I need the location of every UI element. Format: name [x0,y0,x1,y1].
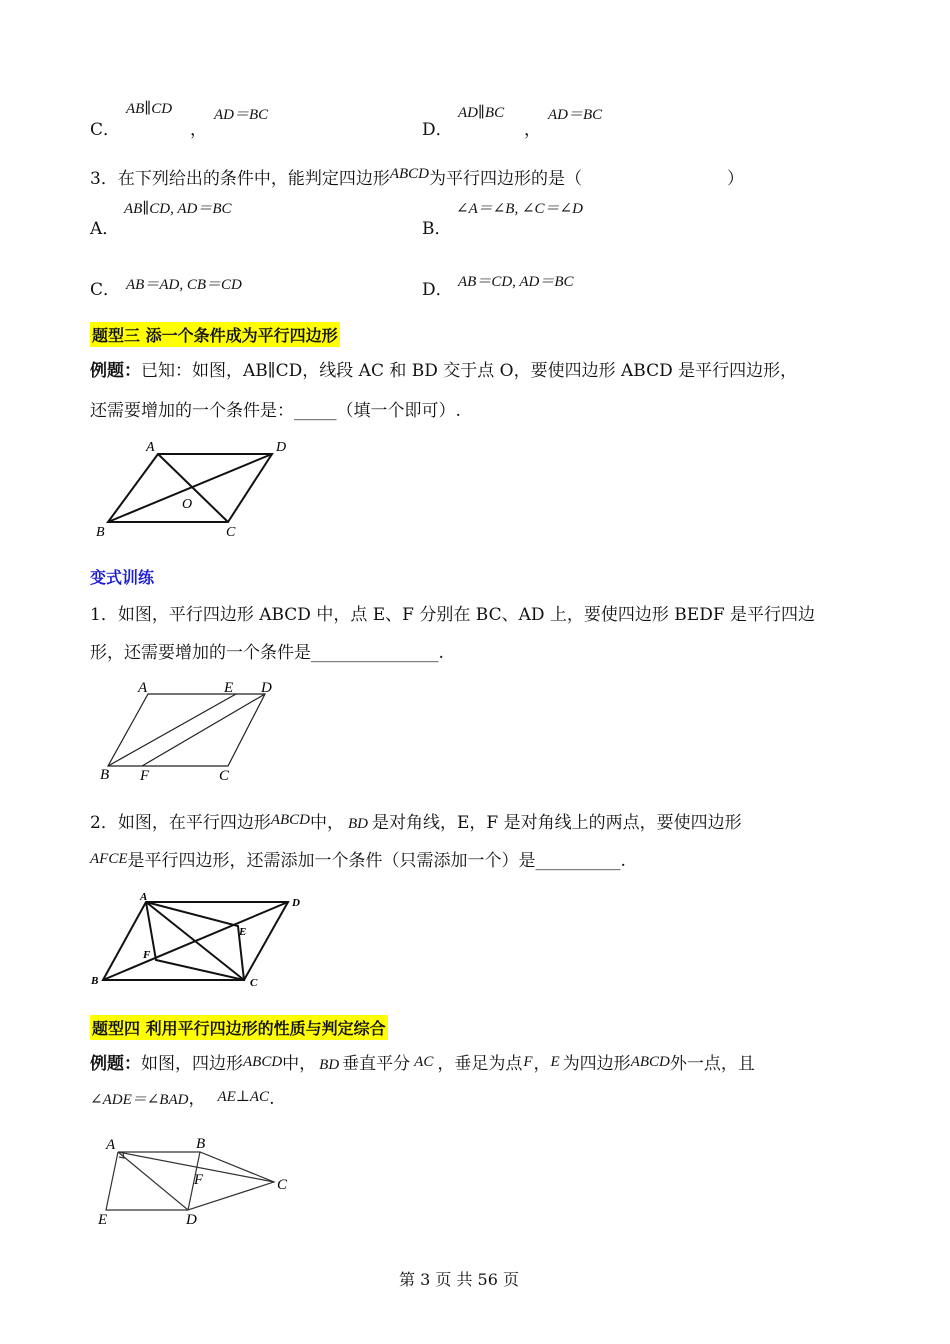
variant-p1-line2: 形，还需要增加的一个条件是_______________. [90,643,444,663]
variant-p2-text2: 中， [310,813,344,833]
q3-text2: 为平行四边形的是（ [429,169,582,189]
section-4-math5: E [550,1054,560,1070]
variant-p2-line2 [90,846,626,871]
option-d-label: D． [422,120,453,140]
section-4-title: 题型四 利用平行四边形的性质与判定综合 [90,1015,388,1040]
fig4-segment-ae-ed [106,1152,188,1210]
fig1-label-a: A [146,440,155,455]
option-c-math2: AD＝BC [214,107,269,123]
fig1-label-b: B [96,525,105,540]
fig2-label-c: C [219,768,230,784]
section-4-math8: AE⊥AC [217,1089,270,1105]
option-d-math1: AD∥BC [458,105,505,121]
fig3-label-f: F [143,949,151,961]
variant-p2-math3: AFCE [90,851,128,867]
variant-p1-line1: 1．如图，平行四边形 ABCD 中，点 E、F 分别在 BC、AD 上，要使四边形 BEDF 是平行四边 [90,605,816,625]
q3-option-b-label: B． [422,219,452,239]
section-4-text1: 如图，四边形 [141,1054,243,1074]
fig4-label-e: E [98,1212,108,1228]
section-3-example-text1: 已知：如图，AB∥CD，线段 AC 和 BD 交于点 O，要使四边形 ABCD 是平行四边形， [141,361,798,381]
section-4-text7: 外一点，且 [669,1054,755,1074]
section-4-math3: AC [414,1054,434,1070]
fig4-label-a: A [106,1137,116,1153]
fig2-label-a: A [138,680,148,696]
fig2-label-f: F [140,768,150,784]
q3-math: ABCD [389,166,429,182]
fig3-label-c: C [250,977,258,989]
section-4-text4: ，垂足为点 [437,1054,523,1074]
fig1-label-d: D [276,440,287,455]
fig2-segment-be [108,694,236,766]
fig1-label-o: O [182,497,193,512]
section-4-text2: 中， [282,1054,317,1074]
fig2-label-e: E [224,680,234,696]
section-4-text8: ， [188,1089,206,1109]
section-3-example-line1 [90,356,797,381]
section-4-text9: . [269,1089,275,1109]
option-c-comma: ， [190,120,207,140]
section-3-example-line2: 还需要增加的一个条件是：_____（填一个即可）. [90,401,461,421]
section-4-example-label: 例题： [90,1054,141,1074]
figure-parallelogram-afce [88,888,313,994]
q3-option-c-label: C． [90,280,121,300]
variant-p2-text1: 2．如图，在平行四边形 [90,813,271,833]
figure-parallelogram-bedf [90,676,290,786]
option-d-math2: AD＝BC [548,107,603,123]
section-4-text3: 垂直平分 [342,1054,411,1074]
figure-quadrilateral-abcd-e [92,1130,302,1232]
variant-p2-text3: 是对角线，E，F 是对角线上的两点，要使四边形 [372,813,742,833]
fig4-label-b: B [196,1136,206,1152]
option-c-math1: AB∥CD [126,101,173,117]
variant-p2-text4: 是平行四边形，还需添加一个条件（只需添加一个）是__________. [127,851,626,871]
fig3-label-a: A [140,891,148,903]
q3-option-c-math: AB＝AD, CB＝CD [126,277,242,293]
fig4-label-f: F [194,1172,204,1188]
fig1-label-c: C [226,525,236,540]
variant-title: 变式训练 [90,568,155,587]
q3-close-paren: ） [727,169,744,189]
section-3-example-label: 例题： [90,361,141,381]
figure-parallelogram-abcd-o [90,436,300,542]
q3-text1: 3．在下列给出的条件中，能判定四边形 [90,169,390,189]
section-4-example-line1 [90,1049,755,1074]
fig3-label-b: B [91,975,99,987]
section-4-math1: ABCD [243,1054,283,1070]
variant-p2-line1 [90,808,742,833]
variant-p2-math2: BD [348,816,368,832]
fig4-label-d: D [186,1212,197,1228]
section-4-math4: F [523,1054,533,1070]
option-d-comma: ， [524,120,541,140]
section-4-math6: ABCD [630,1054,670,1070]
fig4-label-c: C [277,1177,288,1193]
q3-option-a-math: AB∥CD, AD＝BC [124,201,232,217]
section-3-title: 题型三 添一个条件成为平行四边形 [90,322,340,347]
section-4-example-line2 [90,1084,274,1109]
fig2-label-b: B [100,767,110,783]
fig2-label-d: D [261,680,272,696]
q3-option-d-label: D． [422,280,453,300]
fig3-label-e: E [239,926,247,938]
section-4-text5: ， [533,1054,551,1074]
fig3-label-d: D [292,897,300,909]
q3-option-a-label: A． [90,219,120,239]
section-4-math7: ∠ADE＝∠BAD [90,1092,189,1108]
section-4-math2: BD [319,1057,340,1073]
fig1-diagonal-ac [158,454,228,522]
q3-option-d-math: AB＝CD, AD＝BC [458,274,574,290]
q3-option-b-math: ∠A＝∠B, ∠C＝∠D [456,201,583,217]
option-c-label: C． [90,120,121,140]
section-4-text6: 为四边形 [562,1054,631,1074]
page-footer: 第 3 页 共 56 页 [399,1270,519,1289]
question-3 [90,164,582,189]
fig2-parallelogram [108,694,265,766]
variant-p2-math1: ABCD [270,812,310,828]
